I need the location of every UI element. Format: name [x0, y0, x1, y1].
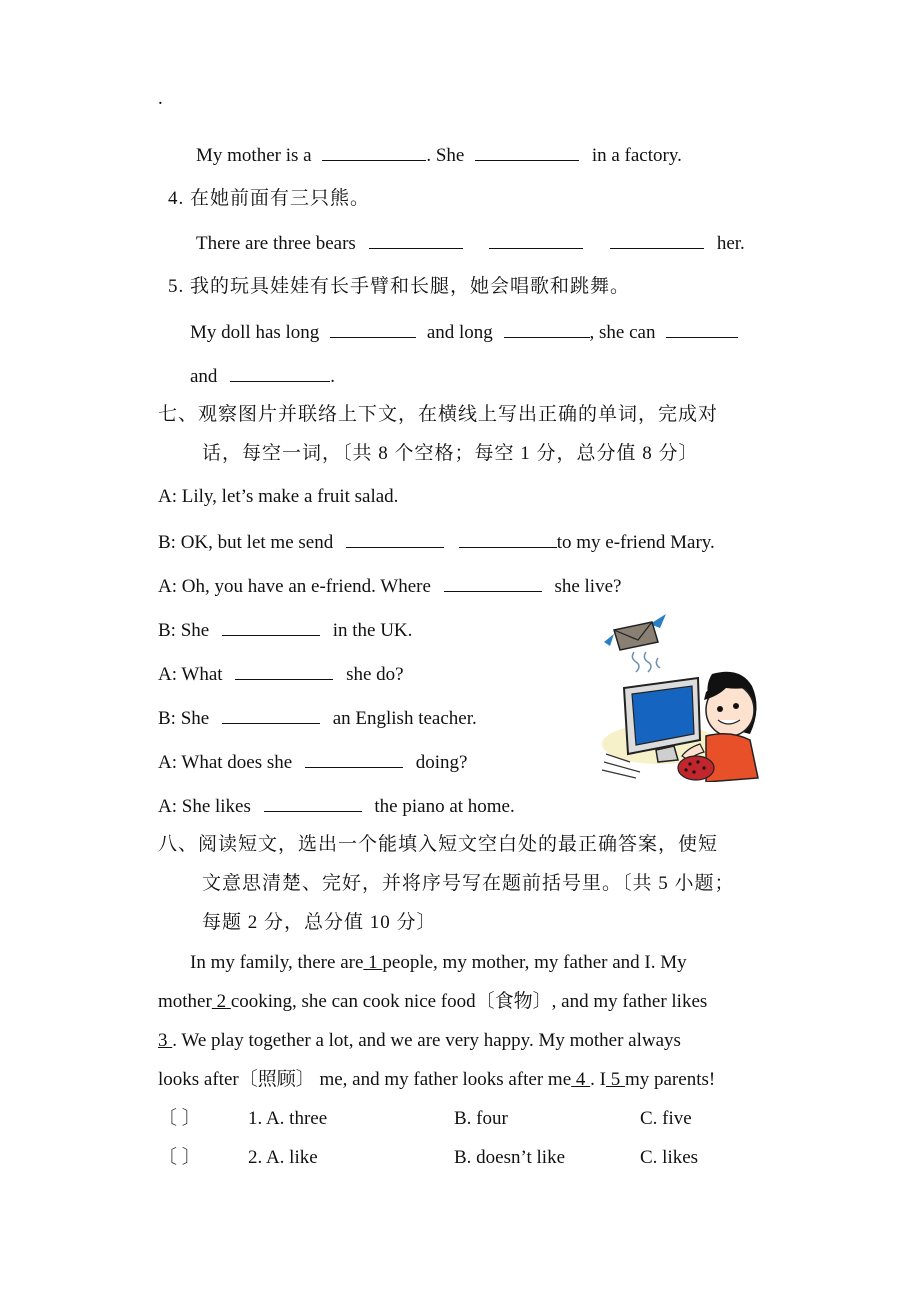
item5-english-line-2 — [190, 363, 335, 390]
gap-number-4: 4 — [571, 1069, 591, 1090]
dialog-line — [158, 705, 477, 732]
question-1-option-a: 1. A. three — [248, 1108, 328, 1129]
answer-blank[interactable] — [504, 319, 590, 338]
answer-blank[interactable] — [330, 319, 416, 338]
passage-text: mother — [158, 991, 212, 1012]
dialog-text: B: OK, but let me send — [158, 532, 334, 553]
dialog-text: the piano at home. — [374, 796, 515, 817]
answer-blank[interactable] — [222, 617, 320, 636]
dialog-text: A: Lily, let’s make a fruit salad. — [158, 486, 399, 507]
dialog-line — [158, 484, 398, 510]
answer-blank[interactable] — [230, 363, 330, 382]
item4-text-1: There are three bears — [196, 233, 356, 254]
answer-blank[interactable] — [459, 529, 557, 548]
answer-blank[interactable] — [235, 661, 333, 680]
section8-heading-1: 八、阅读短文，选出一个能填入短文空白处的最正确答案，使短 — [158, 834, 719, 855]
dialog-text: A: Oh, you have an e-friend. Where — [158, 576, 431, 597]
passage-text: people, my mother, my father and I. My — [382, 952, 687, 973]
dialog-text: she live? — [554, 576, 622, 597]
answer-blank[interactable] — [666, 319, 738, 338]
dialog-line — [158, 661, 404, 688]
item5-text-5: . — [330, 366, 335, 387]
passage-text: looks after〔照顾〕 me, and my father looks after me — [158, 1069, 572, 1090]
section8-heading-2: 文意思清楚、完好，并将序号写在题前括号里。〔共 5 小题； — [202, 873, 735, 894]
dialog-text: B: She — [158, 620, 210, 641]
answer-blank[interactable] — [264, 793, 362, 812]
item5-text-1: My doll has long — [190, 322, 320, 343]
question-2-option-c: C. likes — [640, 1147, 699, 1168]
gap-number-2: 2 — [211, 991, 231, 1012]
item5-text-2: and long — [426, 322, 493, 343]
dialog-text: doing? — [415, 752, 468, 773]
dialog-text: A: What does she — [158, 752, 293, 773]
item3-english-line — [196, 142, 682, 169]
section8-heading-3: 每题 2 分，总分值 10 分〕 — [202, 912, 437, 933]
dialog-line — [158, 793, 515, 820]
item5-text-4: and — [190, 366, 218, 387]
top-mark: . — [158, 88, 163, 109]
question-1-option-b: B. four — [454, 1108, 508, 1129]
passage-line-2 — [158, 989, 707, 1015]
item5-chinese-prompt: 5. 我的玩具娃娃有长手臂和长腿，她会唱歌和跳舞。 — [168, 276, 631, 297]
answer-blank[interactable] — [610, 230, 704, 249]
gap-number-3: 3 — [158, 1030, 173, 1051]
item5-text-3: , she can — [589, 322, 656, 343]
answer-blank[interactable] — [305, 749, 403, 768]
item3-text-2: . She — [426, 145, 465, 166]
answer-blank[interactable] — [489, 230, 583, 249]
passage-line-4 — [158, 1067, 715, 1093]
item4-chinese-prompt: 4. 在她前面有三只熊。 — [168, 188, 371, 209]
dialog-line — [158, 749, 467, 776]
section7-heading-1: 七、观察图片并联络上下文，在横线上写出正确的单词，完成对 — [158, 404, 719, 425]
gap-number-1: 1 — [363, 952, 383, 973]
passage-line-3 — [158, 1028, 681, 1054]
item5-english-line-1 — [190, 319, 738, 346]
item3-text-3: in a factory. — [591, 145, 682, 166]
dialog-text: to my e-friend Mary. — [556, 532, 715, 553]
passage-text: In my family, there are — [190, 952, 364, 973]
girl-at-computer-illustration — [600, 612, 762, 782]
question-2-answer-bracket[interactable]: 〔 〕 — [158, 1147, 201, 1168]
dialog-text: A: She likes — [158, 796, 251, 817]
dialog-line — [158, 529, 715, 556]
dialog-line — [158, 617, 412, 644]
dialog-text: B: She — [158, 708, 210, 729]
answer-blank[interactable] — [322, 142, 426, 161]
dialog-text: an English teacher. — [332, 708, 477, 729]
passage-text: . I — [590, 1069, 606, 1090]
answer-blank[interactable] — [475, 142, 579, 161]
answer-blank[interactable] — [369, 230, 463, 249]
passage-line-1 — [190, 950, 687, 976]
question-1-option-c: C. five — [640, 1108, 692, 1129]
passage-text: . We play together a lot, and we are very happy. My mother always — [172, 1030, 681, 1051]
section7-heading-2: 话，每空一词，〔共 8 个空格；每空 1 分，总分值 8 分〕 — [202, 443, 699, 464]
passage-text: cooking, she can cook nice food〔食物〕, and my father likes — [230, 991, 708, 1012]
answer-blank[interactable] — [346, 529, 444, 548]
passage-text: my parents! — [624, 1069, 716, 1090]
item4-text-2: her. — [716, 233, 745, 254]
answer-blank[interactable] — [444, 573, 542, 592]
question-1-answer-bracket[interactable]: 〔 〕 — [158, 1108, 201, 1129]
item4-english-line — [196, 230, 745, 257]
question-2-option-b: B. doesn’t like — [454, 1147, 566, 1168]
question-2-option-a: 2. A. like — [248, 1147, 318, 1168]
dialog-text: she do? — [346, 664, 404, 685]
dialog-text: in the UK. — [332, 620, 413, 641]
dialog-text: A: What — [158, 664, 223, 685]
gap-number-5: 5 — [605, 1069, 625, 1090]
item3-text-1: My mother is a — [196, 145, 312, 166]
answer-blank[interactable] — [222, 705, 320, 724]
dialog-line — [158, 573, 621, 600]
flying-envelope-icon — [604, 614, 666, 672]
